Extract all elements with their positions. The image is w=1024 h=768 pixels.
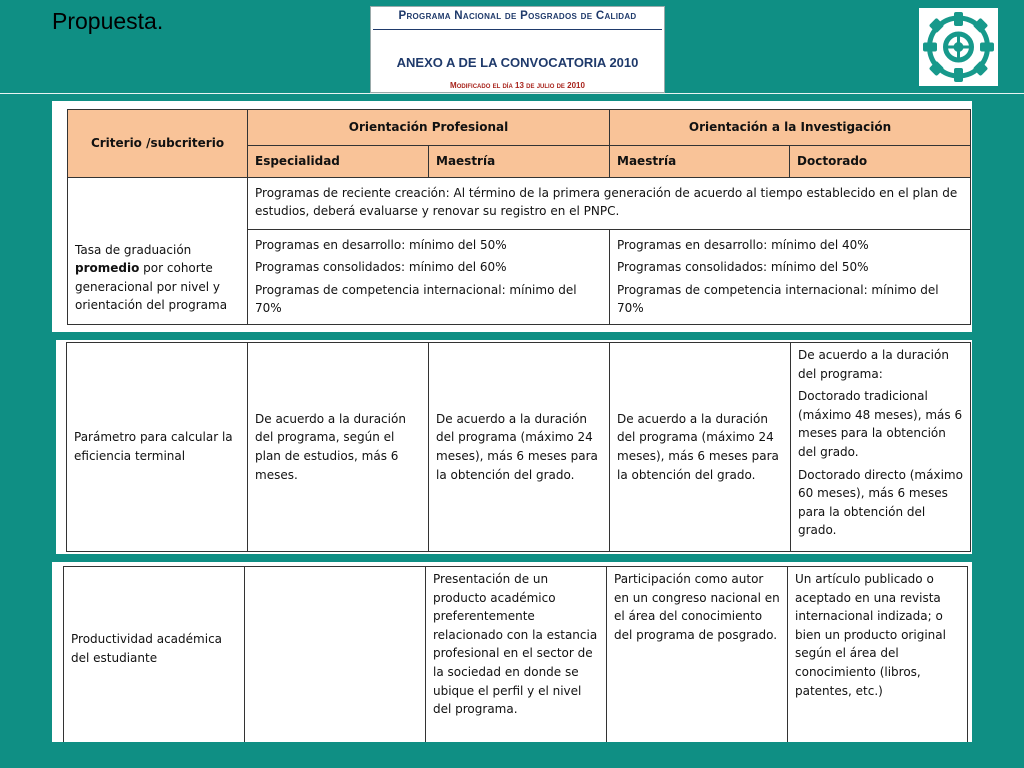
prof-international-target: Programas de competencia internacional: mínimo del 70% bbox=[255, 282, 577, 316]
prof-consolidated-target: Programas consolidados: mínimo del 60% bbox=[255, 260, 507, 275]
doctorado-direct: Doctorado directo (máximo 60 meses), más 6 meses para la obtención del grado. bbox=[798, 467, 963, 538]
terminal-efficiency-label: Parámetro para calcular la eficiencia terminal bbox=[67, 343, 248, 552]
research-targets-cell bbox=[610, 229, 971, 324]
label-part-1: Tasa de graduación bbox=[75, 242, 192, 257]
new-programs-cell: Programas de reciente creación: Al término de la primera generación de acuerdo al tiempo establecido en el plan de estudios, deberá evaluarse y renovar su registro en el PNPC. bbox=[248, 177, 971, 229]
inv-consolidated-target: Programas consolidados: mínimo del 50% bbox=[617, 260, 869, 275]
efficiency-doctorado bbox=[791, 343, 971, 552]
maestria-prof-header: Maestría bbox=[429, 146, 610, 178]
research-orientation-header: Orientación a la Investigación bbox=[610, 110, 971, 146]
efficiency-especialidad: De acuerdo a la duración del programa, según el plan de estudios, más 6 meses. bbox=[248, 343, 429, 552]
prof-development-target: Programas en desarrollo: mínimo del 50% bbox=[255, 237, 507, 252]
efficiency-maestria-prof: De acuerdo a la duración del programa (máximo 24 meses), más 6 meses para la obtención del grado. bbox=[429, 343, 610, 552]
inv-international-target: Programas de competencia internacional: mínimo del 70% bbox=[617, 282, 939, 316]
productivity-doctorado: Un artículo publicado o aceptado en una revista internacional indizada; o bien un producto original según el área del conocimiento (libros, patentes, etc.) bbox=[788, 567, 968, 743]
inv-development-target: Programas en desarrollo: mínimo del 40% bbox=[617, 237, 869, 252]
maestria-inv-header: Maestría bbox=[610, 146, 790, 178]
efficiency-maestria-inv: De acuerdo a la duración del programa (máximo 24 meses), más 6 meses para la obtención del grado. bbox=[610, 343, 791, 552]
doctorado-intro: De acuerdo a la duración del programa: bbox=[798, 348, 949, 381]
doctorado-header: Doctorado bbox=[790, 146, 971, 178]
professional-orientation-header: Orientación Profesional bbox=[248, 110, 610, 146]
terminal-efficiency-panel bbox=[56, 340, 972, 554]
program-banner bbox=[370, 6, 665, 93]
banner-program-name: Programa Nacional de Posgrados de Calidad bbox=[398, 10, 637, 22]
banner-divider bbox=[373, 29, 662, 30]
productivity-especialidad bbox=[245, 567, 426, 743]
slide-title: Propuesta. bbox=[52, 8, 164, 34]
productivity-maestria-inv: Participación como autor en un congreso nacional en el área del conocimiento del programa de posgrado. bbox=[607, 567, 788, 743]
terminal-efficiency-table bbox=[66, 342, 971, 552]
productivity-maestria-prof: Presentación de un producto académico preferentemente relacionado con la estancia profesional en el sector de la sociedad en donde se ubique el perfil y el nivel del programa. bbox=[426, 567, 607, 743]
criterio-header: Criterio /subcriterio bbox=[68, 110, 248, 178]
graduation-rate-label bbox=[68, 177, 248, 324]
doctorado-traditional: Doctorado tradicional (máximo 48 meses), más 6 meses para la obtención del grado. bbox=[798, 389, 963, 459]
banner-modified-date: Modificado el día 13 de julio de 2010 bbox=[450, 81, 585, 90]
banner-annex-title: ANEXO A DE LA CONVOCATORIA 2010 bbox=[396, 55, 639, 70]
productivity-panel bbox=[52, 562, 972, 742]
institution-logo-icon bbox=[919, 8, 998, 86]
label-part-2: por cohorte generacional por nivel y orientación del programa bbox=[75, 261, 228, 313]
productivity-label: Productividad académica del estudiante bbox=[64, 567, 245, 743]
header-divider bbox=[0, 93, 1024, 94]
professional-targets-cell bbox=[248, 229, 610, 324]
productivity-table bbox=[63, 566, 968, 742]
graduation-rate-table bbox=[67, 109, 971, 325]
graduation-rate-panel bbox=[52, 101, 972, 332]
especialidad-header: Especialidad bbox=[248, 146, 429, 178]
label-part-bold: promedio bbox=[75, 261, 140, 276]
